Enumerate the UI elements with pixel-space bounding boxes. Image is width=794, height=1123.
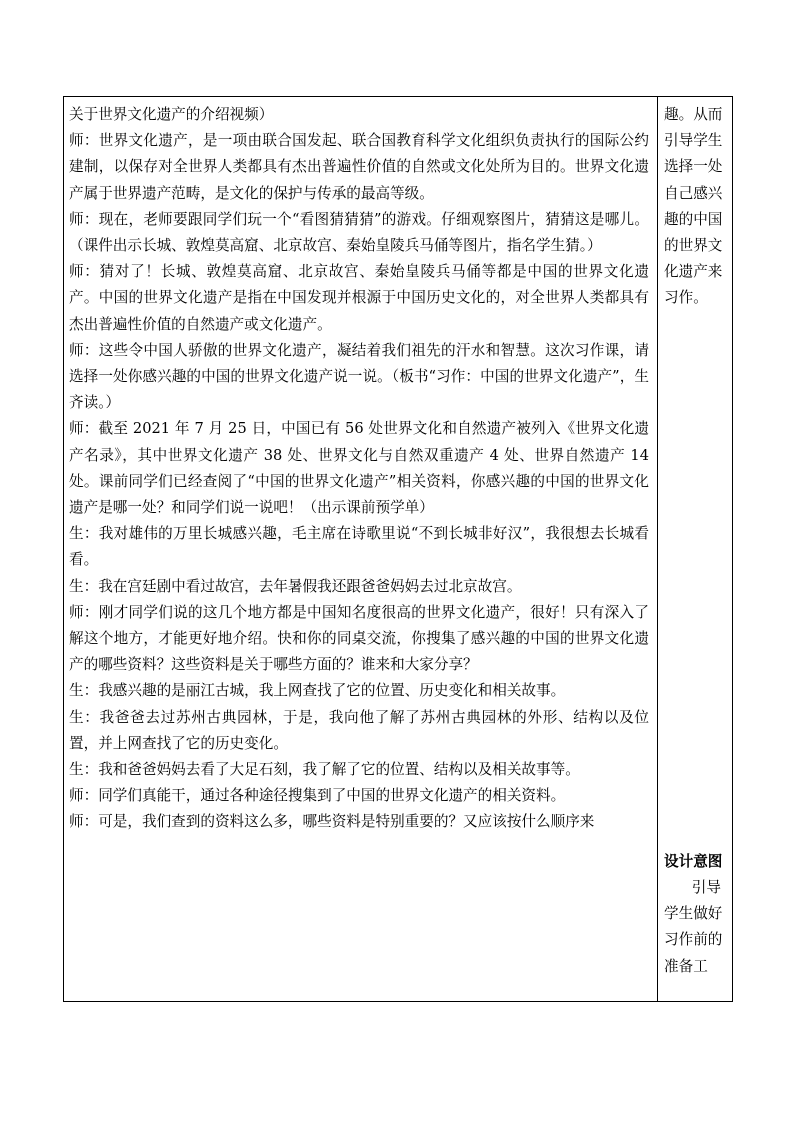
paragraph: 师：刚才同学们说的这几个地方都是中国知名度很高的世界文化遗产，很好！只有深入了解这个地方，才能更好地介绍。快和你的同桌交流，你搜集了感兴趣的中国的世界文化遗产的哪些资料？这些资料是关于哪些方面的？谁来和大家分享？ bbox=[69, 603, 649, 674]
paragraph: 生：我感兴趣的是丽江古城，我上网查找了它的位置、历史变化和相关故事。 bbox=[69, 682, 566, 700]
paragraph: 师：同学们真能干，通过各种途径搜集到了中国的世界文化遗产的相关资料。 bbox=[69, 787, 566, 805]
column-divider bbox=[657, 97, 658, 1001]
paragraph: 师：猜对了！长城、敦煌莫高窟、北京故宫、秦始皇陵兵马俑等都是中国的世界文化遗产。中国的世界文化遗产是指在中国发现并根源于中国历史文化的，对全世界人类都具有杰出普遍性价值的自然遗产或文化遗产。 bbox=[69, 263, 649, 333]
paragraph: 生：我爸爸去过苏州古典园林，于是，我向他了解了苏州古典园林的外形、结构以及位置，并上网查找了它的历史变化。 bbox=[69, 708, 649, 752]
paragraph: 关于世界文化遗产的介绍视频） bbox=[69, 106, 274, 123]
paragraph: 师：世界文化遗产，是一项由联合国发起、联合国教育科学文化组织负责执行的国际公约建制，以保存对全世界人类都具有杰出普遍性价值的自然或文化处所为目的。世界文化遗产属于世界遗产范畴，是文化的保护与传承的最高等级。 bbox=[69, 132, 649, 202]
design-intent-heading: 设计意图 bbox=[664, 853, 723, 870]
paragraph: 生：我在宫廷剧中看过故宫，去年暑假我还跟爸爸妈妈去过北京故宫。 bbox=[69, 577, 522, 595]
design-note-text: 趣。从而引导学生选择一处自己感兴趣的中国的世界文化遗产来习作。 bbox=[664, 106, 723, 307]
design-notes bbox=[664, 102, 726, 975]
lesson-table bbox=[63, 96, 733, 1002]
paragraph: 师：这些令中国人骄傲的世界文化遗产，凝结着我们祖先的汗水和智慧。这次习作课，请选择一处你感兴趣的中国的世界文化遗产说一说。（板书“习作：中国的世界文化遗产”，生齐读。） bbox=[69, 341, 649, 412]
paragraph: 师：截至 2021 年 7 月 25 日，中国已有 56 处世界文化和自然遗产被列入《世界文化遗产名录》，其中世界文化遗产 38 处、世界文化与自然双重遗产 4 处、世界自然遗产 14 处。课前同学们已经查阅了“中国的世界文化遗产”相关资料，你感兴趣的中国的世界文化遗产是哪一处？和同学们说一说吧！（出示课前预学单） bbox=[69, 420, 649, 517]
lesson-content bbox=[69, 102, 649, 836]
paragraph: 生：我和爸爸妈妈去看了大足石刻，我了解了它的位置、结构以及相关故事等。 bbox=[69, 761, 580, 779]
paragraph: 师：现在，老师要跟同学们玩一个“看图猜猜猜”的游戏。仔细观察图片，猜猜这是哪儿。（课件出示长城、敦煌莫高窟、北京故宫、秦始皇陵兵马俑等图片，指名学生猜。） bbox=[69, 210, 649, 255]
paragraph: 生：我对雄伟的万里长城感兴趣，毛主席在诗歌里说“不到长城非好汉”，我很想去长城看看。 bbox=[69, 525, 649, 569]
paragraph: 师：可是，我们查到的资料这么多，哪些资料是特别重要的？又应该按什么顺序来 bbox=[69, 813, 595, 831]
design-intent-text: 引导学生做好习作前的准备工 bbox=[664, 879, 723, 975]
